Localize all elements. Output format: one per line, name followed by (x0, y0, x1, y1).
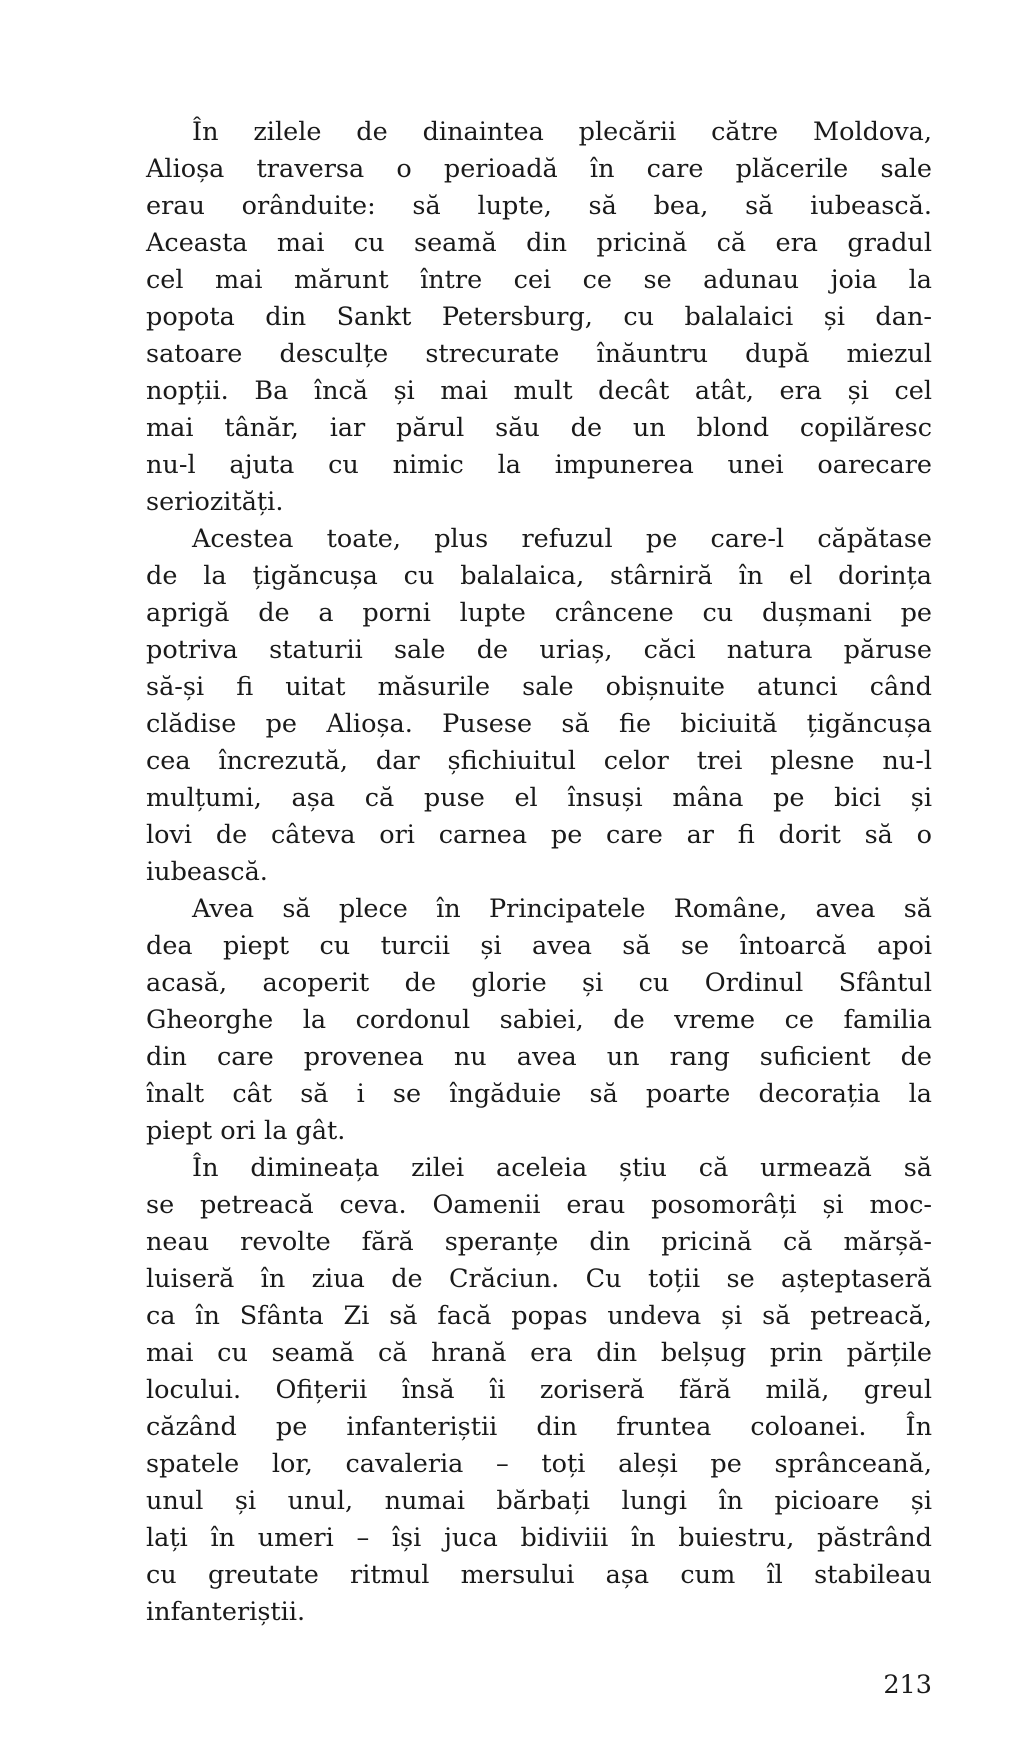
text-line: cu greutate ritmul mersului așa cum îl stabileau (146, 1560, 932, 1590)
text-line: locului. Ofițerii însă îi zoriseră fără milă, greul (146, 1375, 932, 1405)
text-line: mulțumi, așa că puse el însuși mâna pe bici și (146, 783, 932, 813)
text-line: spatele lor, cavaleria – toți aleși pe sprânceană, (146, 1449, 932, 1479)
text-line: ca în Sfânta Zi să facă popas undeva și să petreacă, (146, 1301, 932, 1331)
text-line: lovi de câteva ori carnea pe care ar fi dorit să o (146, 820, 932, 850)
text-line: clădise pe Alioșa. Pusese să fie biciuită țigăncușa (146, 709, 932, 739)
text-line: iubească. (146, 857, 268, 887)
text-line: de la țigăncușa cu balalaica, stârniră în el dorința (146, 561, 932, 591)
text-line: Alioșa traversa o perioadă în care plăcerile sale (146, 154, 932, 184)
text-line: înalt cât să i se îngăduie să poarte decorația la (146, 1079, 932, 1109)
text-line: piept ori la gât. (146, 1116, 346, 1146)
paragraph (146, 891, 932, 1150)
paragraph (146, 114, 932, 521)
text-line: să-și fi uitat măsurile sale obișnuite atunci când (146, 672, 932, 702)
text-line: dea piept cu turcii și avea să se întoarcă apoi (146, 931, 932, 961)
page-number: 213 (883, 1670, 932, 1700)
text-line: neau revolte fără speranțe din pricină că mărșă- (146, 1227, 932, 1257)
body-text (146, 114, 932, 1631)
text-line: cea încrezută, dar șfichiuitul celor trei plesne nu-l (146, 746, 932, 776)
text-line: aprigă de a porni lupte crâncene cu dușmani pe (146, 598, 932, 628)
text-line: lați în umeri – își juca bidiviii în buiestru, păstrând (146, 1523, 932, 1553)
text-line: satoare desculțe strecurate înăuntru după miezul (146, 339, 932, 369)
paragraph (146, 521, 932, 891)
text-line: Avea să plece în Principatele Române, avea să (192, 894, 932, 924)
text-line: popota din Sankt Petersburg, cu balalaici și dan- (146, 302, 932, 332)
text-line: seriozități. (146, 487, 284, 517)
text-line: unul și unul, numai bărbați lungi în picioare și (146, 1486, 932, 1516)
text-line: potriva staturii sale de uriaș, căci natura păruse (146, 635, 932, 665)
text-line: În dimineața zilei aceleia știu că urmează să (192, 1153, 932, 1183)
text-line: nopții. Ba încă și mai mult decât atât, era și cel (146, 376, 932, 406)
text-line: infanteriștii. (146, 1597, 306, 1627)
text-line: Gheorghe la cordonul sabiei, de vreme ce familia (146, 1005, 932, 1035)
text-line: se petreacă ceva. Oamenii erau posomorâți și moc- (146, 1190, 932, 1220)
text-line: căzând pe infanteriștii din fruntea coloanei. În (146, 1412, 932, 1442)
text-line: mai cu seamă că hrană era din belșug prin părțile (146, 1338, 932, 1368)
text-line: În zilele de dinaintea plecării către Moldova, (192, 117, 932, 147)
text-line: din care provenea nu avea un rang suficient de (146, 1042, 932, 1072)
text-line: acasă, acoperit de glorie și cu Ordinul Sfântul (146, 968, 932, 998)
text-line: nu-l ajuta cu nimic la impunerea unei oarecare (146, 450, 932, 480)
paragraph (146, 1150, 932, 1631)
text-line: Aceasta mai cu seamă din pricină că era gradul (146, 228, 932, 258)
text-line: luiseră în ziua de Crăciun. Cu toții se așteptaseră (146, 1264, 932, 1294)
text-line: Acestea toate, plus refuzul pe care-l căpătase (192, 524, 932, 554)
text-line: mai tânăr, iar părul său de un blond copilăresc (146, 413, 932, 443)
text-line: erau orânduite: să lupte, să bea, să iubească. (146, 191, 932, 221)
text-line: cel mai mărunt între cei ce se adunau joia la (146, 265, 932, 295)
